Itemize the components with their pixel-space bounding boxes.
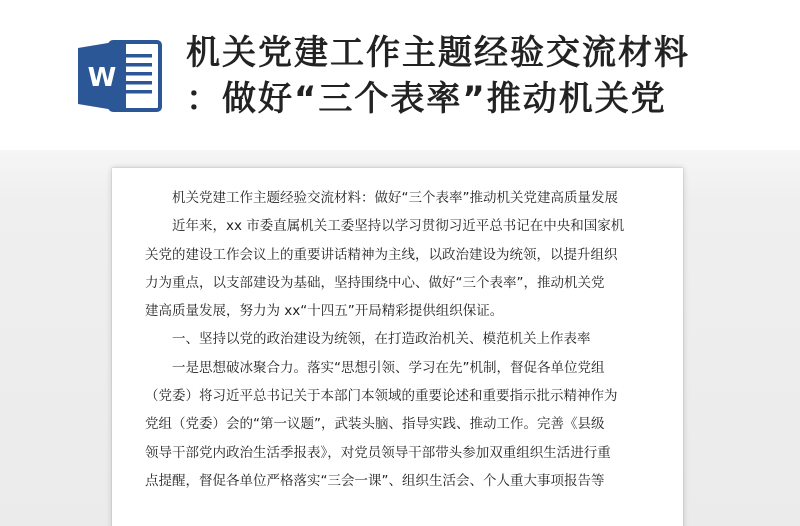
word-icon-letter: W <box>87 63 117 93</box>
section-heading: 一、坚持以党的政治建设为统领，在打造政治机关、模范机关上作表率 <box>172 331 591 348</box>
page-title <box>186 30 786 122</box>
document-body <box>145 184 653 495</box>
document-title: 机关党建工作主题经验交流材料：做好“三个表率”推动机关党建高质量发展 <box>172 190 618 206</box>
word-document-icon <box>76 36 164 116</box>
paragraph-line: 一是思想破冰聚合力。落实“思想引领、学习在先”机制，督促各单位党组 <box>172 359 605 376</box>
paragraph-line: 点提醒，督促各单位严格落实“三会一课”、组织生活会、个人重大事项报告等 <box>145 472 605 489</box>
paragraph-line: 近年来，xx 市委直属机关工委坚持以学习贯彻习近平总书记在中央和国家机 <box>172 218 625 235</box>
paragraph-line: 力为重点，以支部建设为基础，坚持围绕中心、做好“三个表率”，推动机关党 <box>145 274 605 291</box>
document-page <box>112 168 683 526</box>
paragraph-line: 领导干部党内政治生活季报表》，对党员领导干部带头参加双重组织生活进行重 <box>145 444 611 461</box>
paragraph-line: 关党的建设工作会议上的重要讲话精神为主线，以政治建设为统领，以提升组织 <box>145 246 618 263</box>
paragraph-line: 建高质量发展，努力为 xx“十四五”开局精彩提供组织保证。 <box>145 303 504 320</box>
paragraph-line: 党组（党委）会的“第一议题”，武装头脑、指导实践、推动工作。完善《县级 <box>145 416 605 433</box>
header-banner <box>0 0 800 150</box>
paragraph-line: （党委）将习近平总书记关于本部门本领域的重要论述和重要指示批示精神作为 <box>145 388 618 405</box>
title-line-1: 机关党建工作主题经验交流材料 <box>186 33 690 73</box>
title-line-2: ：做好“三个表率”推动机关党 <box>186 79 667 119</box>
